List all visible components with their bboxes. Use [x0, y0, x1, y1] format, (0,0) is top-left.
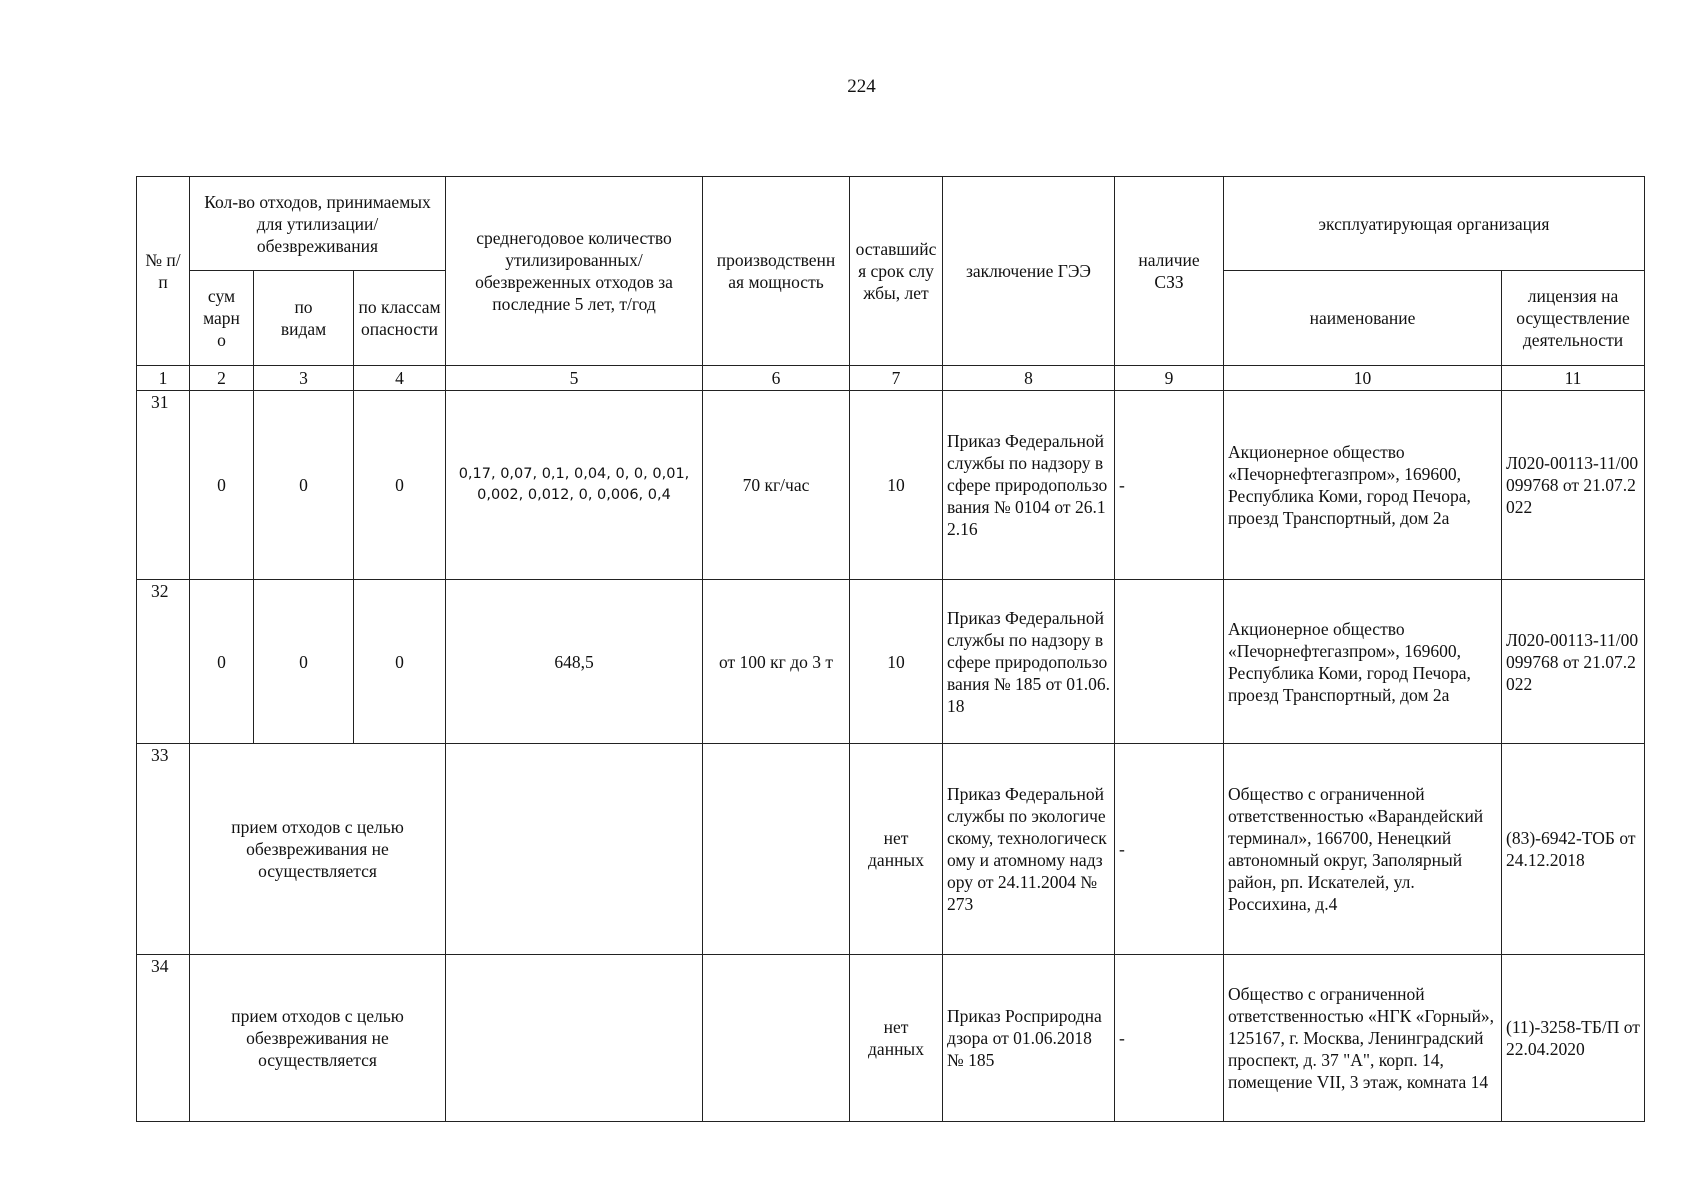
col-number: 6 [703, 366, 850, 391]
cell-by-type: 0 [254, 391, 354, 580]
header-row-1 [137, 177, 1645, 271]
cell-by-class: 0 [354, 391, 446, 580]
cell-license: (83)-6942-ТОБ от 24.12.2018 [1502, 744, 1645, 955]
cell-capacity [703, 955, 850, 1122]
cell-capacity [703, 744, 850, 955]
header-waste-group: Кол-во отходов, принимаемых для утилизации/обезвреживания [190, 177, 446, 271]
cell-szz: - [1115, 744, 1224, 955]
cell-license: (11)-3258-ТБ/П от 22.04.2020 [1502, 955, 1645, 1122]
header-by-type: по видам [254, 271, 354, 366]
row-number: 32 [137, 580, 190, 744]
header-num: № п/п [137, 177, 190, 366]
cell-szz [1115, 580, 1224, 744]
cell-gee: Приказ Росприроднадзора от 01.06.2018 № 185 [943, 955, 1115, 1122]
col-number: 9 [1115, 366, 1224, 391]
table-row [137, 391, 1645, 580]
cell-by-class: 0 [354, 580, 446, 744]
table-row [137, 580, 1645, 744]
header-gee: заключение ГЭЭ [943, 177, 1115, 366]
row-number: 31 [137, 391, 190, 580]
col-number: 4 [354, 366, 446, 391]
cell-org: Акционерное общество «Печорнефтегазпром», 169600, Республика Коми, город Печора, проезд Транспортный, дом 2а [1224, 580, 1502, 744]
cell-service: 10 [850, 391, 943, 580]
col-number: 11 [1502, 366, 1645, 391]
cell-szz: - [1115, 391, 1224, 580]
header-avg: среднегодовое количество утилизированных/обезвреженных отходов за последние 5 лет, т/год [446, 177, 703, 366]
cell-capacity: от 100 кг до 3 т [703, 580, 850, 744]
cell-merged-note: прием отходов с целью обезвреживания не осуществляется [190, 744, 446, 955]
col-number: 7 [850, 366, 943, 391]
header-org-group: эксплуатирующая организация [1224, 177, 1645, 271]
header-by-class: по классам опасности [354, 271, 446, 366]
cell-avg [446, 955, 703, 1122]
cell-gee: Приказ Федеральной службы по экологическому, технологическому и атомному надзору от 24.11.2004 № 273 [943, 744, 1115, 955]
col-number: 1 [137, 366, 190, 391]
col-number: 5 [446, 366, 703, 391]
header-capacity: производственная мощность [703, 177, 850, 366]
header-szz: наличие СЗЗ [1115, 177, 1224, 366]
cell-sum: 0 [190, 391, 254, 580]
row-number: 33 [137, 744, 190, 955]
header-license: лицензия на осуществление деятельности [1502, 271, 1645, 366]
row-number: 34 [137, 955, 190, 1122]
col-number: 2 [190, 366, 254, 391]
cell-merged-note: прием отходов с целью обезвреживания не осуществляется [190, 955, 446, 1122]
cell-gee: Приказ Федеральной службы по надзору в сфере природопользования № 185 от 01.06.18 [943, 580, 1115, 744]
col-number: 10 [1224, 366, 1502, 391]
cell-service: нет данных [850, 744, 943, 955]
cell-org: Общество с ограниченной ответственностью «Варандейский терминал», 166700, Ненецкий автономный округ, Заполярный район, рп. Искателей, ул. Россихина, д.4 [1224, 744, 1502, 955]
cell-service: нет данных [850, 955, 943, 1122]
col-number: 3 [254, 366, 354, 391]
column-numbers-row [137, 366, 1645, 391]
waste-facilities-table [136, 176, 1645, 1122]
cell-org: Акционерное общество «Печорнефтегазпром», 169600, Республика Коми, город Печора, проезд Транспортный, дом 2а [1224, 391, 1502, 580]
cell-service: 10 [850, 580, 943, 744]
cell-org: Общество с ограниченной ответственностью «НГК «Горный», 125167, г. Москва, Ленинградский проспект, д. 37 "А", корп. 14, помещение VII, 3 этаж, комната 14 [1224, 955, 1502, 1122]
page-number: 224 [847, 76, 876, 97]
header-service: оставшийся срок службы, лет [850, 177, 943, 366]
cell-capacity: 70 кг/час [703, 391, 850, 580]
header-org-name: наименование [1224, 271, 1502, 366]
table-row [137, 955, 1645, 1122]
cell-license: Л020-00113-11/00099768 от 21.07.2022 [1502, 580, 1645, 744]
col-number: 8 [943, 366, 1115, 391]
cell-by-type: 0 [254, 580, 354, 744]
header-sum: сум марн о [190, 271, 254, 366]
cell-sum: 0 [190, 580, 254, 744]
cell-avg: 0,17, 0,07, 0,1, 0,04, 0, 0, 0,01, 0,002, 0,012, 0, 0,006, 0,4 [446, 391, 703, 580]
table-row [137, 744, 1645, 955]
cell-avg [446, 744, 703, 955]
cell-szz: - [1115, 955, 1224, 1122]
cell-gee: Приказ Федеральной службы по надзору в сфере природопользования № 0104 от 26.12.16 [943, 391, 1115, 580]
cell-avg: 648,5 [446, 580, 703, 744]
cell-license: Л020-00113-11/00099768 от 21.07.2022 [1502, 391, 1645, 580]
